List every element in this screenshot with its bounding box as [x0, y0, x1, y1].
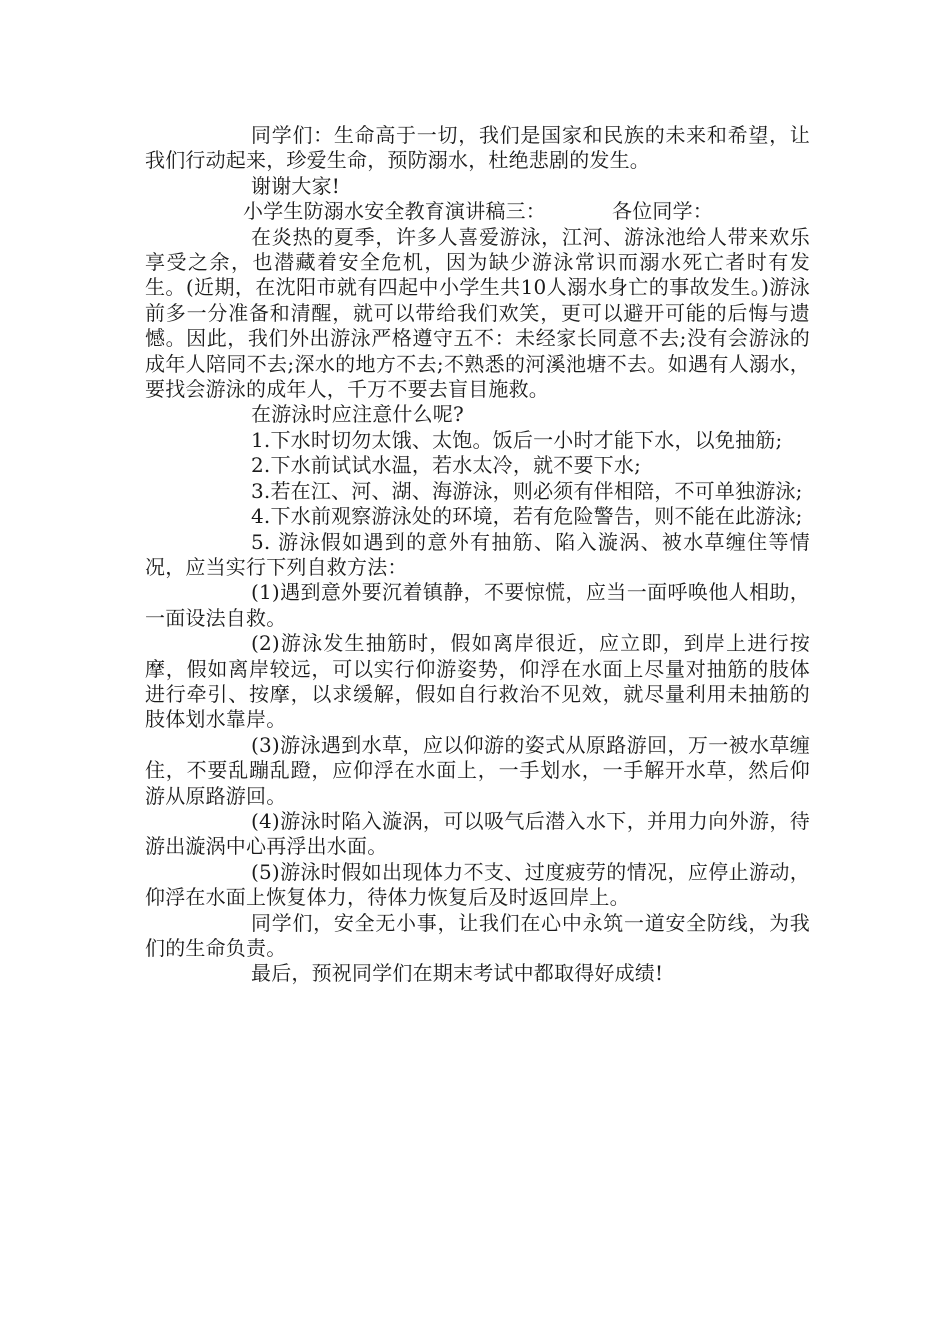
- list-item-1: 1.下水时切勿太饿、太饱。饭后一小时才能下水，以免抽筋;: [251, 427, 783, 452]
- list-item-4: 4.下水前观察游泳处的环境，若有危险警告，则不能在此游泳;: [251, 504, 803, 529]
- sub-item-1: (1)遇到意外要沉着镇静，不要惊慌，应当一面呼唤他人相助，一面设法自救。: [145, 580, 810, 630]
- speech-heading-line: [145, 199, 810, 224]
- list-item-3: 3.若在江、河、湖、海游泳，则必须有伴相陪，不可单独游泳;: [251, 478, 803, 503]
- document-body: [145, 123, 810, 987]
- list-item-2: 2.下水前试试水温，若水太冷，就不要下水;: [251, 453, 642, 478]
- paragraph-thanks: 谢谢大家!: [251, 173, 341, 198]
- paragraph-question: 在游泳时应注意什么呢?: [251, 402, 464, 427]
- paragraph-final-wish: 最后，预祝同学们在期末考试中都取得好成绩!: [251, 961, 664, 986]
- paragraph-intro: 在炎热的夏季，许多人喜爱游泳，江河、游泳池给人带来欢乐享受之余，也潜藏着安全危机，因为缺少游泳常识而溺水死亡者时有发生。(近期，在沈阳市就有四起中小学生共10人溺水身亡的事故发生。)游泳前多一分准备和清醒，就可以带给我们欢笑，更可以避开可能的后悔与遗憾。因此，我们外出游泳严格遵守五不：未经家长同意不去;没有会游泳的成年人陪同不去;深水的地方不去;不熟悉的河溪池塘不去。如遇有人溺水，要找会游泳的成年人，千万不要去盲目施救。: [145, 224, 810, 402]
- speech-title: 小学生防溺水安全教育演讲稿三：: [243, 199, 546, 224]
- speech-salutation: 各位同学：: [612, 199, 713, 224]
- sub-item-5: (5)游泳时假如出现体力不支、过度疲劳的情况，应停止游动，仰浮在水面上恢复体力，待体力恢复后及时返回岸上。: [145, 859, 810, 910]
- list-item-5: 5. 游泳假如遇到的意外有抽筋、陷入漩涡、被水草缠住等情况，应当实行下列自救方法：: [145, 529, 810, 579]
- paragraph-closing-appeal: 同学们：生命高于一切，我们是国家和民族的未来和希望，让我们行动起来，珍爱生命，预防溺水，杜绝悲剧的发生。: [145, 123, 810, 173]
- paragraph-safety-appeal: 同学们，安全无小事，让我们在心中永筑一道安全防线，为我们的生命负责。: [145, 910, 810, 960]
- sub-item-4: (4)游泳时陷入漩涡，可以吸气后潜入水下，并用力向外游，待游出漩涡中心再浮出水面。: [145, 808, 810, 859]
- sub-item-3: (3)游泳遇到水草，应以仰游的姿式从原路游回，万一被水草缠住，不要乱蹦乱蹬，应仰浮在水面上，一手划水，一手解开水草，然后仰游从原路游回。: [145, 732, 810, 808]
- sub-item-2: (2)游泳发生抽筋时，假如离岸很近，应立即，到岸上进行按摩，假如离岸较远，可以实行仰游姿势，仰浮在水面上尽量对抽筋的肢体进行牵引、按摩，以求缓解，假如自行救治不见效，就尽量利用未抽筋的肢体划水靠岸。: [145, 631, 810, 732]
